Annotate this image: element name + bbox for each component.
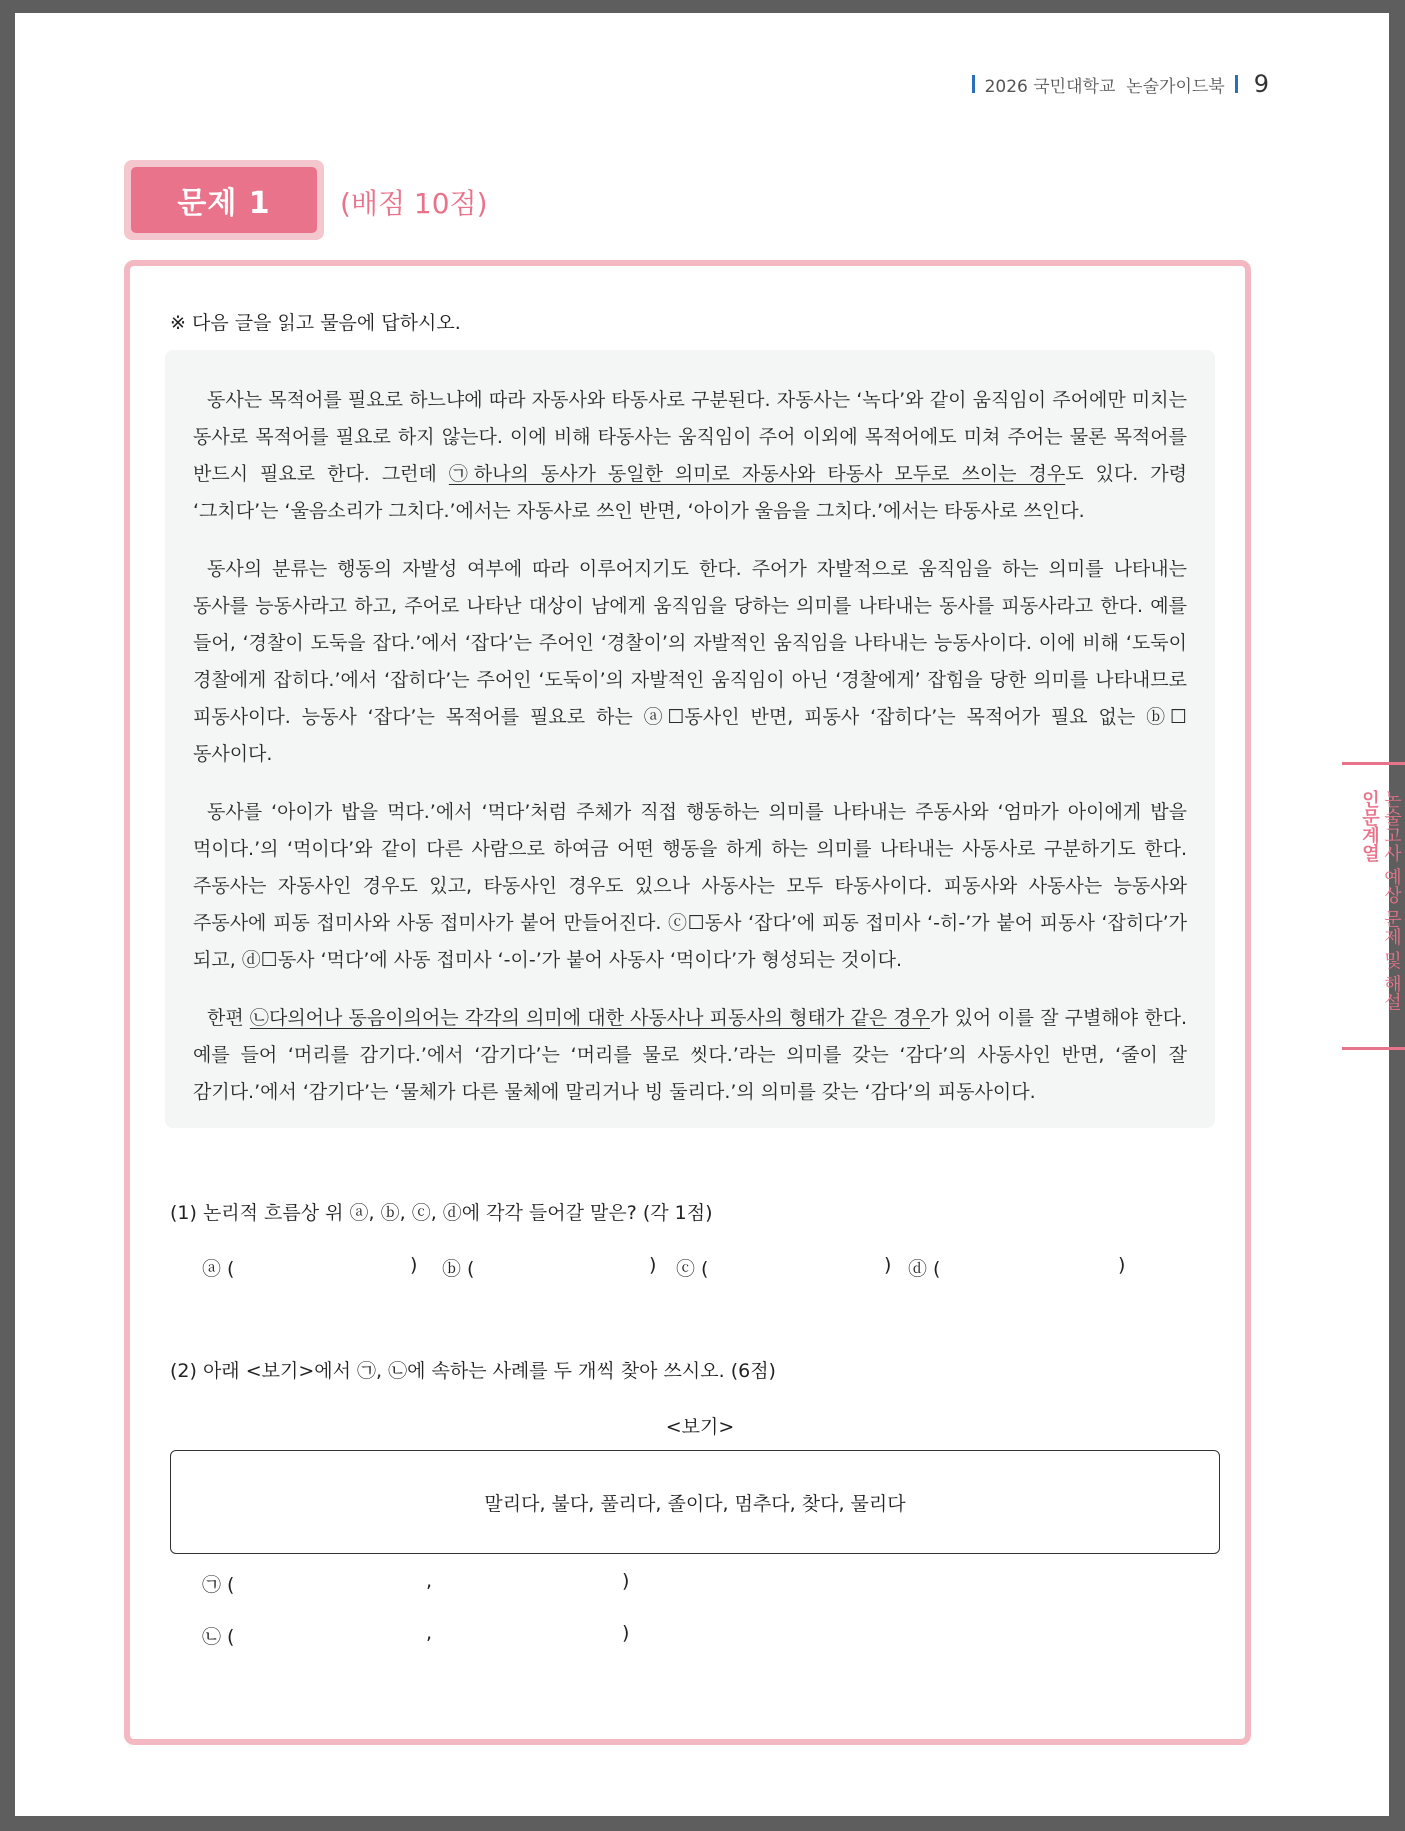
answer-label: ⓐ ( — [202, 1258, 235, 1280]
question-badge: 문제 1 — [131, 167, 317, 233]
underlined-phrase-b: ㉡다의어나 동음이의어는 각각의 의미에 대한 사동사나 피동사의 형태가 같은 경우 — [249, 1007, 930, 1029]
page-header — [972, 64, 1269, 104]
answer-close: ) — [622, 1622, 630, 1644]
sub-question-1: (1) 논리적 흐름상 위 ⓐ, ⓑ, ⓒ, ⓓ에 각각 들어갈 말은? (각 1점) — [170, 1202, 713, 1224]
answer-label: ㉠ ( — [202, 1574, 235, 1596]
answer-close: ) — [884, 1254, 892, 1276]
book-title: 2026 국민대학교 논술가이드북 — [984, 76, 1225, 97]
answer-label: ⓑ ( — [442, 1258, 475, 1280]
side-tab-divider — [1342, 1047, 1405, 1050]
bogi-title: <보기> — [665, 1416, 735, 1438]
passage-paragraph: 동사의 분류는 행동의 자발성 여부에 따라 이루어지기도 한다. 주어가 자발적으로 움직임을 하는 의미를 나타내는 동사를 능동사라고 하고, 주어로 나타난 대상이 남에게 움직임을 당하는 의미를 나타내는 동사를 피동사라고 한다. 예를 들어, ‘경찰이 도둑을 잡다.’에서 ‘잡다’는 주어인 ‘경찰이’의 자발적인 움직임을 나타내는 능동사이다. 이에 비해 ‘도둑이 경찰에게 잡히다.’에서 ‘잡히다’는 주어인 ‘도둑이’의 자발적인 움직임이 아닌 ‘경찰에게’ 잡힘을 당한 의미를 나타내므로 피동사이다. 능동사 ‘잡다’는 목적어를 필요로 하는 ⓐ☐동사인 반면, 피동사 ‘잡히다’는 목적어가 필요 없는 ⓑ☐동사이다. — [193, 558, 1187, 765]
answer-blank-b[interactable] — [442, 1254, 474, 1281]
answer-blank-d[interactable] — [908, 1254, 940, 1281]
header-bar — [972, 75, 975, 93]
passage-paragraph — [193, 1000, 1187, 1111]
answer-label: ⓒ ( — [676, 1258, 709, 1280]
passage-text: 도 있다. 가령 ‘그치다’는 ‘울음소리가 그치다.’에서는 자동사로 쓰인 반면, ‘아이가 울음을 그치다.’에서는 타동사로 쓰인다. — [193, 463, 1187, 522]
bogi-words: 말리다, 불다, 풀리다, 졸이다, 멈추다, 찾다, 물리다 — [484, 1492, 906, 1515]
answer-label: ⓓ ( — [908, 1258, 941, 1280]
page-number: 9 — [1253, 70, 1269, 98]
side-tab-category: 인문계열 — [1359, 790, 1380, 862]
answer-label: ㉡ ( — [202, 1626, 235, 1648]
answer-close: ) — [649, 1254, 657, 1276]
answer-close: ) — [622, 1570, 630, 1592]
passage-text: 가 있어 이를 잘 구별해야 한다. 예를 들어 ‘머리를 감기다.’에서 ‘감기다’는 ‘머리를 물로 씻다.’라는 의미를 갖는 ‘감다’의 사동사인 반면, ‘줄이 잘 감기다.’에서 ‘감기다’는 ‘물체가 다른 물체에 말리거나 빙 둘리다.’의 의미를 갖는 ‘감다’의 피동사이다. — [193, 1007, 1187, 1103]
side-tab — [1338, 790, 1402, 1030]
underlined-phrase-a: ㉠하나의 동사가 동일한 의미로 자동사와 타동사 모두로 쓰이는 경우 — [448, 463, 1066, 485]
answer-row-a[interactable] — [202, 1570, 234, 1597]
passage-paragraph: 동사를 ‘아이가 밥을 먹다.’에서 ‘먹다’처럼 주체가 직접 행동하는 의미를 나타내는 주동사와 ‘엄마가 아이에게 밥을 먹이다.’의 ‘먹이다’와 같이 다른 사람으로 하여금 어떤 행동을 하게 하는 의미를 나타내는 사동사로 구분하기도 한다. 주동사는 자동사인 경우도 있고, 타동사인 경우도 있으나 사동사는 모두 타동사이다. 피동사와 사동사는 능동사와 주동사에 피동 접미사와 사동 접미사가 붙어 만들어진다. ⓒ☐동사 ‘잡다’에 피동 접미사 ‘-히-’가 붙어 피동사 ‘잡히다’가 되고, ⓓ☐동사 ‘먹다’에 사동 접미사 ‘-이-’가 붙어 사동사 ‘먹이다’가 형성되는 것이다. — [193, 801, 1187, 971]
answer-comma: , — [426, 1570, 433, 1592]
passage-text: 한편 — [207, 1007, 250, 1029]
answer-comma: , — [426, 1622, 433, 1644]
passage-text: 동사는 목적어를 필요로 하느냐에 따라 자동사와 타동사로 구분된다. 자동사는 ‘녹다’와 같이 움직임이 주어에만 미치는 동사로 목적어를 필요로 하지 않는다. 이에 비해 타동사는 움직임이 주어 이외에 목적어에도 미쳐 주어는 물론 목적어를 반드시 필요로 한다. 그런데 — [193, 389, 1187, 485]
question-points: (배점 10점) — [340, 187, 488, 220]
passage-paragraph — [193, 382, 1187, 530]
side-tab-title: 논술고사 예상 문제 및 해설 — [1381, 790, 1402, 1011]
answer-blank-a[interactable] — [202, 1254, 234, 1281]
reading-passage — [165, 350, 1215, 1128]
sub-question-2: (2) 아래 <보기>에서 ㉠, ㉡에 속하는 사례를 두 개씩 찾아 쓰시오. (6점) — [170, 1360, 776, 1382]
answer-close: ) — [410, 1254, 418, 1276]
header-bar — [1235, 75, 1238, 93]
side-tab-divider — [1342, 762, 1405, 765]
answer-close: ) — [1118, 1254, 1126, 1276]
bogi-box — [170, 1450, 1220, 1554]
instruction: ※ 다음 글을 읽고 물음에 답하시오. — [170, 312, 461, 334]
answer-blank-c[interactable] — [676, 1254, 708, 1281]
answer-row-b[interactable] — [202, 1622, 234, 1649]
